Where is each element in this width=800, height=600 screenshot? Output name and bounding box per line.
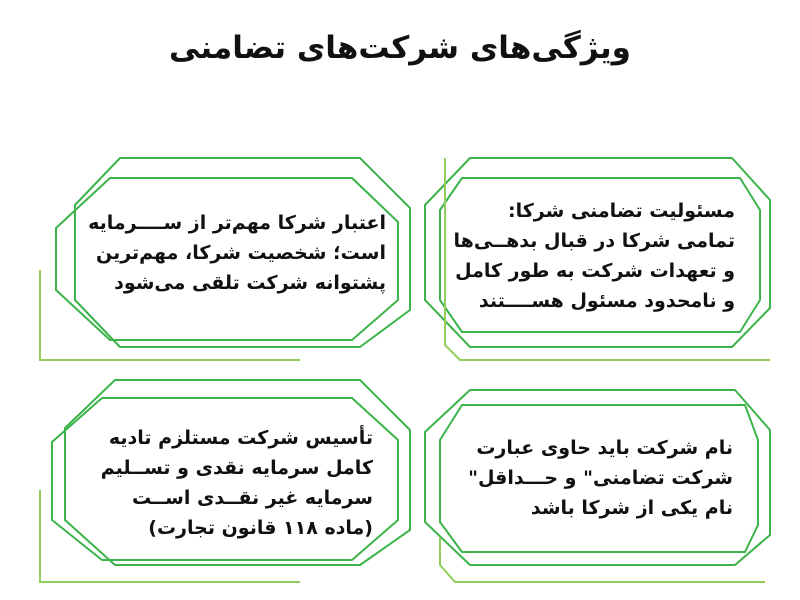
card-line: اعتبار شرکا مهم‌تر از ســــرمایه (88, 212, 386, 234)
card-line: و نامحدود مسئول هســــتند (478, 290, 735, 312)
card-line: مسئولیت تضامنی شرکا: (507, 200, 735, 222)
card-line: تأسیس شرکت مستلزم تادیه (108, 427, 373, 449)
card-line: نام شرکت باید حاوی عبارت (476, 437, 733, 459)
card-line: کامل سرمایه نقدی و تســلیم (100, 457, 373, 479)
card-line: نام یکی از شرکا باشد (530, 497, 733, 519)
card-frame-bottom-right-baseline (440, 538, 765, 582)
card-line: شرکت تضامنی" و حـــداقل" (468, 467, 733, 489)
card-text-top-left (66, 208, 386, 298)
card-line: تمامی شرکا در قبال بدهــی‌ها (453, 230, 735, 252)
card-line: (ماده ۱۱۸ قانون تجارت) (148, 517, 373, 539)
page-title: ویژگی‌های شرکت‌های تضامنی (169, 30, 631, 66)
card-line: است؛ شخصیت شرکا، مهم‌ترین (95, 242, 386, 264)
card-line: سرمایه غیر نقــدی اســت (132, 487, 373, 509)
card-text-bottom-right (433, 433, 733, 523)
card-line: پشتوانه شرکت تلقی می‌شود (114, 272, 386, 294)
card-text-top-right (425, 196, 735, 316)
card-text-bottom-left (73, 423, 373, 543)
card-line: و تعهدات شرکت به طور کامل (455, 260, 735, 282)
